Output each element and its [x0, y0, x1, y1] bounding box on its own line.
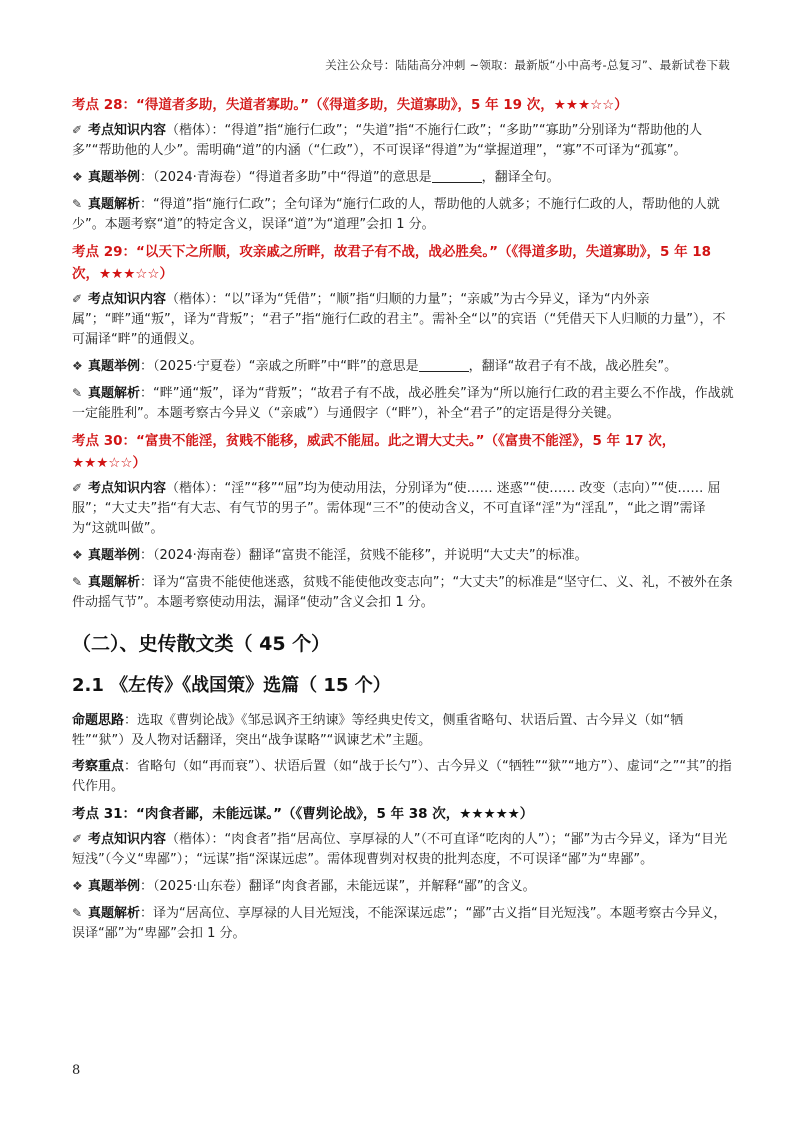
- pen-icon: ✎: [72, 386, 83, 400]
- kp28-example: ❖ 真题举例：（2024·青海卷）“得道者多助”中“得道”的意思是 ，翻译全句。: [72, 167, 734, 188]
- pencil-icon: ✐: [72, 481, 83, 495]
- pencil-icon: ✐: [72, 123, 83, 137]
- diamond-icon: ❖: [72, 548, 83, 562]
- proposition-paragraph: 命题思路：选取《曹刿论战》《邹忌讽齐王纳谏》等经典史传文，侧重省略句、状语后置、古今异义（如“牺牲”“狱”）及人物对话翻译，突出“战争谋略”“讽谏艺术”主题。: [72, 713, 684, 748]
- kp28-title: 考点 28：“得道者多助，失道者寡助。”（《得道多助，失道寡助》，5 年 19 次，★★★☆☆）: [72, 97, 628, 113]
- kp29-analysis: ✎ 真题解析：“畔”通“叛”，译为“背叛”；“故君子有不战，战必胜矣”译为“所以施行仁政的君主要么不作战，作战就一定能胜利”。本题考察古今异义（“亲戚”）与通假字（“畔”），补全“君子”的定语是得分关键。: [72, 383, 734, 424]
- kp31-title: 考点 31：“肉食者鄙，未能远谋。”（《曹刿论战》，5 年 38 次，★★★★★）: [72, 806, 534, 822]
- page-number: 8: [72, 1063, 81, 1078]
- diamond-icon: ❖: [72, 359, 83, 373]
- kp30-example: ❖ 真题举例：（2024·海南卷）翻译“富贵不能淫，贫贱不能移”，并说明“大丈夫”的标准。: [72, 545, 734, 566]
- kp31-example: ❖ 真题举例：（2025·山东卷）翻译“肉食者鄙，未能远谋”，并解释“鄙”的含义。: [72, 876, 734, 897]
- page-header: 关注公众号：陆陆高分冲刺 ~领取：最新版“小中高考-总复习”、最新试卷下载: [325, 58, 730, 72]
- kp30-title: 考点 30：“富贵不能淫，贫贱不能移，威武不能屈。此之谓大丈夫。”（《富贵不能淫》，5 年 17 次，★★★☆☆）: [72, 433, 676, 471]
- diamond-icon: ❖: [72, 170, 83, 184]
- answer-blank: [432, 169, 482, 183]
- kp28-analysis: ✎ 真题解析：“得道”指“施行仁政”；全句译为“施行仁政的人，帮助他的人就多；不施行仁政的人，帮助他的人就少”。本题考察“道”的特定含义，误译“道”为“道理”会扣 1 分。: [72, 194, 734, 235]
- kp31-analysis: ✎ 真题解析：译为“居高位、享厚禄的人目光短浅，不能深谋远虑”；“鄙”古义指“目光短浅”。本题考察古今异义，误译“鄙”为“卑鄙”会扣 1 分。: [72, 903, 734, 944]
- pen-icon: ✎: [72, 197, 83, 211]
- pen-icon: ✎: [72, 906, 83, 920]
- pencil-icon: ✐: [72, 832, 83, 846]
- diamond-icon: ❖: [72, 879, 83, 893]
- answer-blank: [419, 358, 469, 372]
- kp28-knowledge: ✐ 考点知识内容（楷体）：“得道”指“施行仁政”；“失道”指“不施行仁政”；“多助”“寡助”分别译为“帮助他的人多”“帮助他的人少”。需明确“道”的内涵（“仁政”），不可误译“得道”为“掌握道理”，“寡”不可译为“孤寡”。: [72, 120, 734, 161]
- section-heading: （二）、史传散文类（ 45 个）: [72, 633, 331, 655]
- kp29-example: ❖ 真题举例：（2025·宁夏卷）“亲戚之所畔”中“畔”的意思是 ，翻译“故君子有不战，战必胜矣”。: [72, 356, 734, 377]
- kp29-title: 考点 29：“以天下之所顺，攻亲戚之所畔，故君子有不战，战必胜矣。”（《得道多助，失道寡助》，5 年 18 次，★★★☆☆）: [72, 244, 712, 282]
- pen-icon: ✎: [72, 575, 83, 589]
- subsection-heading: 2.1 《左传》《战国策》选篇（ 15 个）: [72, 675, 391, 696]
- kp30-analysis: ✎ 真题解析：译为“富贵不能使他迷惑，贫贱不能使他改变志向”；“大丈夫”的标准是“坚守仁、义、礼，不被外在条件动摇气节”。本题考察使动用法，漏译“使动”含义会扣 1 分。: [72, 572, 734, 613]
- kp29-knowledge: ✐ 考点知识内容（楷体）：“以”译为“凭借”；“顺”指“归顺的力量”；“亲戚”为古今异义，译为“内外亲属”；“畔”通“叛”，译为“背叛”；“君子”指“施行仁政的君主”。需补全“以”的宾语（“凭借天下人归顺的力量”），不可漏译“畔”的通假义。: [72, 289, 734, 350]
- kp31-knowledge: ✐ 考点知识内容（楷体）：“肉食者”指“居高位、享厚禄的人”（不可直译“吃肉的人”）；“鄙”为古今异义，译为“目光短浅”（今义“卑鄙”）；“远谋”指“深谋远虑”。需体现曹刿对权贵的批判态度，不可误译“鄙”为“卑鄙”。: [72, 829, 734, 870]
- kp30-knowledge: ✐ 考点知识内容（楷体）：“淫”“移”“屈”均为使动用法，分别译为“使…… 迷惑”“使…… 改变（志向）”“使…… 屈服”；“大丈夫”指“有大志、有气节的男子”。需体现“三不”的使动含义，不可直译“淫”为“淫乱”，“此之谓”需译为“这就叫做”。: [72, 478, 734, 539]
- pencil-icon: ✐: [72, 292, 83, 306]
- focus-paragraph: 考察重点：省略句（如“再而衰”）、状语后置（如“战于长勺”）、古今异义（“牺牲”“狱”“地方”）、虚词“之”“其”的指代作用。: [72, 759, 732, 794]
- page-content: [72, 94, 734, 950]
